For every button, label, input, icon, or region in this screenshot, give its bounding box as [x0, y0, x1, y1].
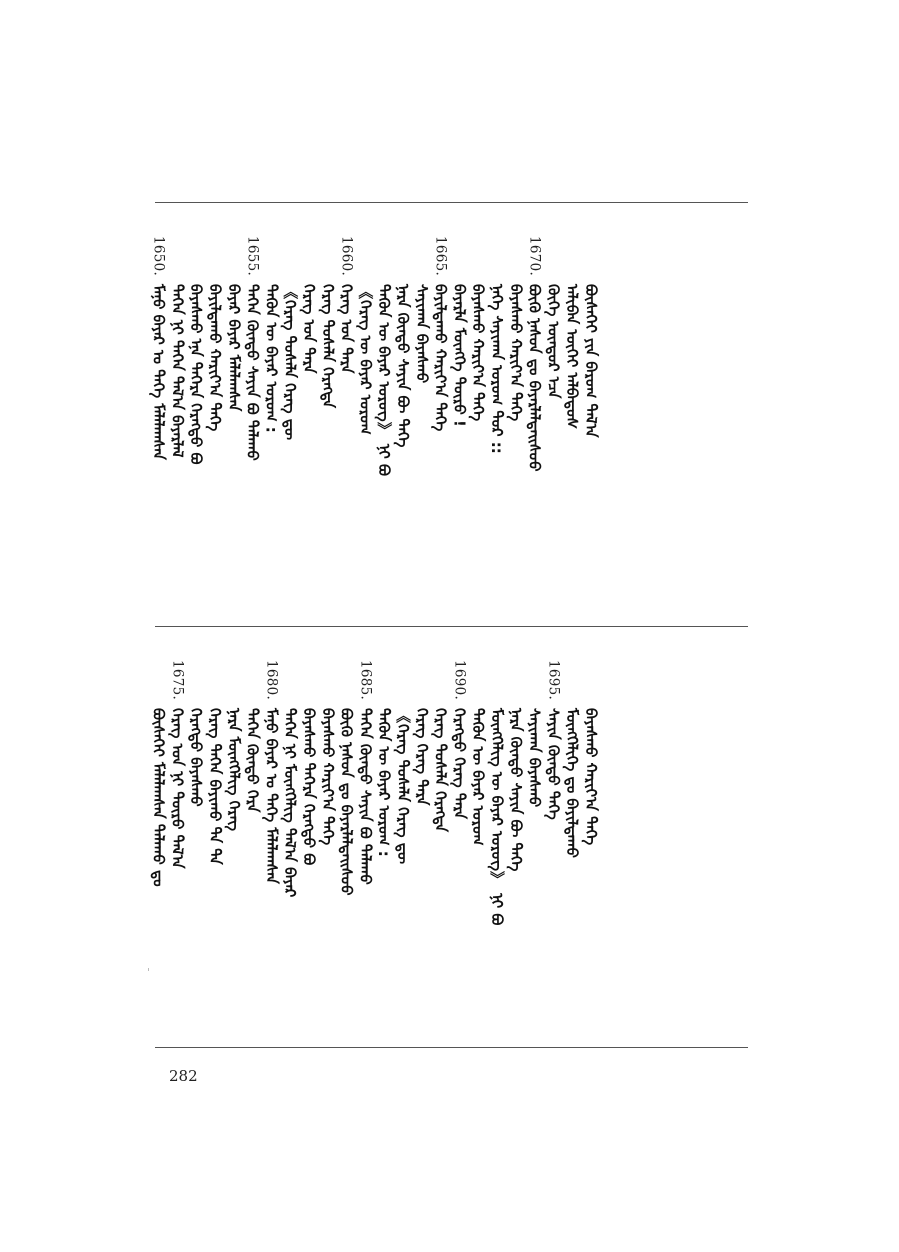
line-number: 1665.	[432, 236, 449, 277]
verse-line	[544, 660, 562, 1032]
top-rule	[155, 202, 748, 203]
verse-text: ᠠᠯᠢᠪᠠᠨ ᠦᠬᠡᠶ ᠠᠯᠪᠠᠲᠤᠰ	[563, 284, 582, 430]
verse-text: ᠮᠠᠨᠤ ᠪᠠᠶᠠᠷ ᠤ ᠲᠡᠬᠡ ᠮᠠᠯᠠᠯᠠᠭᠰᠠᠨ	[262, 708, 281, 885]
verse-line	[582, 660, 600, 1032]
verse-text: ᠪᠠᠶᠢᠯᠳᠠᠬᠤ ᠬᠠᠷᠢᠶ᠎ᠠ ᠲᠡᠬᠡ	[206, 284, 224, 432]
verse-text: ᠮᠠᠨᠤ ᠪᠠᠶᠠᠷ ᠤ ᠲᠡᠬᠡ ᠮᠠᠯᠠᠯᠠᠭᠰᠠᠨ	[149, 284, 168, 461]
line-number: 1680.	[263, 660, 280, 701]
verse-line	[507, 236, 525, 608]
verse-line	[413, 236, 431, 608]
verse-text: ᠪᠠᠶᠠᠷ ᠪᠠᠶᠠᠷ ᠮᠠᠯᠠᠯᠠᠭᠰᠠᠨ	[224, 284, 243, 412]
verse-line	[469, 236, 487, 608]
verse-text: ᠪᠠᠶᠠᠰᠬᠤ ᠬᠠᠷᠢᠶ᠎ᠠ ᠲᠡᠬᠡ	[469, 284, 488, 422]
verse-line	[262, 660, 280, 1032]
verse-text: ᠬᠡᠷᠡᠭ ᠤᠨ ᠨᠢ ᠲᠦᠷᠦ ᠲᠠᠯ᠎ᠠ	[168, 708, 187, 869]
verse-text: ᠲᠡᠭᠡᠨ ᠬᠦᠨᠳᠦ ᠬᠡᠷᠡ	[243, 708, 262, 813]
verse-text: ᠪᠠᠶᠠᠰᠬᠤ ᠬᠠᠷᠢᠶ᠎ᠠ ᠲᠡᠬᠡ	[582, 708, 600, 846]
verse-text: ᠬᠡᠷᠡᠭ ᠲᠤᠰᠠᠯᠠ ᠬᠡᠷᠡᠭᠳᠡ	[431, 708, 450, 833]
verse-line	[168, 236, 186, 608]
line-number: 1695.	[545, 660, 562, 701]
verse-text: ᠪᠦᠰᠡᠭᠡᠢ ᠶᠢᠨ ᠪᠠᠷᠤᠭ ᠲᠠᠯ᠎ᠠ	[582, 284, 600, 438]
verse-text: ᠲᠡᠭᠡᠨ ᠨᠢ ᠲᠡᠭᠡᠨ ᠲᠠᠯ᠎ᠠ ᠪᠠᠶᠠᠷᠯᠠᠯ	[168, 284, 187, 458]
verse-line	[469, 660, 487, 1032]
verse-text: ᠬᠡᠷᠡᠭ ᠲᠡᠭᠡᠨ ᠪᠠᠶᠢᠬᠤ ᠲᠡ ᠲᠡ	[206, 708, 224, 865]
bottom-rule	[155, 1047, 748, 1048]
verse-line	[394, 660, 412, 1032]
verse-text: ᠪᠠᠶᠠᠰᠬᠤ ᠡᠨᠡ ᠳᠡᠭᠡᠷᠡ ᠬᠡᠷᠡᠭᠲᠦ ᠪᠣ	[187, 284, 206, 465]
verse-line	[150, 660, 168, 1032]
verse-line	[450, 660, 468, 1032]
verse-line	[507, 660, 525, 1032]
verse-text: ᠲᠡᠭᠦᠨ ᠦ ᠪᠠᠶᠠᠷ ᠤᠷᠤᠭ᠌》 ᠨᠢ ᠪᠣ	[375, 284, 394, 477]
verse-text: ᠬᠡᠷᠡᠭᠲᠦ ᠪᠠᠶᠠᠰᠬᠤ	[187, 708, 206, 807]
verse-line	[319, 236, 337, 608]
line-number: 1655.	[244, 236, 261, 277]
verse-text: ᠨᠡᠷᠡ ᠬᠦᠨᠳᠦ ᠰᠠᠶᠢᠨ ᠪᠦ ᠲᠡᠬᠡ	[506, 708, 525, 872]
line-number: 1670.	[526, 236, 543, 277]
verse-text: ᠮᠥᠩᠬᠡᠯᠢᠭᠡ ᠳᠤ ᠪᠠᠶᠢᠯᠳᠠᠬᠤ	[563, 708, 582, 859]
verse-line	[338, 660, 356, 1032]
verse-text: ᠲᠡᠭᠦᠨ ᠦ ᠪᠠᠶᠠᠷ ᠤᠷᠤᠭ	[469, 708, 488, 846]
verse-text: ᠪᠠᠶᠠᠰᠬᠤ ᠳᠡᠭᠡᠷᠡ ᠬᠡᠷᠡᠭᠲᠦ ᠪᠣ	[300, 708, 318, 866]
verse-text: ᠬᠡᠷᠡᠭ ᠤᠨ ᠲᠡᠷᠡ	[337, 284, 356, 374]
verse-line	[563, 660, 581, 1032]
verse-text: ᠲᠡᠭᠡᠨ ᠨᠢ ᠮᠥᠩᠬᠡᠯᠢᠭ ᠲᠠᠯ᠎ᠠ ᠪᠠᠶᠠᠷ	[281, 708, 300, 898]
page-number: 282	[169, 1067, 198, 1085]
middle-rule	[155, 626, 748, 627]
verse-line	[168, 660, 186, 1032]
verse-line	[375, 660, 393, 1032]
verse-line	[206, 236, 224, 608]
verse-text: 《ᠬᠡᠷᠡᠭ ᠲᠤᠰᠠᠯᠠ ᠬᠡᠷᠡᠭ ᠳᠦ	[394, 708, 412, 865]
verse-line	[150, 236, 168, 608]
verse-line	[582, 236, 600, 608]
verse-panel-lower	[149, 660, 748, 1032]
verse-text: ᠪᠦᠬᠦ ᠨᠠᠰᠤᠨ ᠳᠤ ᠪᠠᠶᠠᠷᠯᠠᠯᠲᠠᠢᠰᠤᠤ	[337, 708, 356, 896]
verse-text: ᠲᠡᠭᠡᠨ ᠬᠦᠨᠳᠦ ᠰᠠᠶᠢᠨ ᠪᠣ ᠲᠠᠯᠠᠬᠤ	[243, 284, 262, 461]
line-number: 1660.	[338, 236, 355, 277]
verse-line	[206, 660, 224, 1032]
verse-line	[281, 660, 299, 1032]
verse-line	[356, 660, 374, 1032]
verse-panel-upper	[149, 236, 748, 608]
verse-line	[394, 236, 412, 608]
verse-line	[244, 236, 262, 608]
verse-text: ᠬᠦᠬᠡ ᠦᠨᠳᠦᠷ ᠡᠴᠡ	[544, 284, 563, 399]
verse-line	[488, 660, 506, 1032]
line-number: 1690.	[451, 660, 468, 701]
verse-line	[450, 236, 468, 608]
scan-speck	[148, 968, 149, 971]
verse-line	[432, 236, 450, 608]
verse-text: ᠨᠡᠬᠡ ᠰᠠᠶᠢᠬᠠᠨ ᠤᠷᠤᠭ ᠳᠤᠷ ::	[488, 284, 506, 454]
line-number: 1675.	[169, 660, 186, 701]
verse-text: ᠲᠡᠭᠦᠨ ᠦ ᠪᠠᠶᠠᠷ ᠤᠷᠤᠭ :	[375, 708, 394, 857]
verse-text: ᠰᠠᠶᠢᠬᠠᠨ ᠪᠠᠶᠠᠰᠬᠤ	[525, 708, 544, 808]
verse-line	[300, 660, 318, 1032]
verse-text: ᠨᠡᠷᠡ ᠮᠥᠩᠬᠡᠯᠢᠭ ᠬᠡᠷᠡᠭ	[224, 708, 243, 832]
verse-text: ᠬᠡᠷᠡᠭ ᠬᠡᠷᠡᠭ ᠲᠡᠷᠡ	[412, 708, 431, 806]
verse-text: ᠪᠠᠶᠠᠷᠯᠠ ᠮᠥᠩᠬᠡ ᠲᠥᠷᠦ !	[450, 284, 469, 427]
verse-line	[526, 660, 544, 1032]
verse-line	[262, 236, 280, 608]
verse-line	[225, 236, 243, 608]
verse-line	[488, 236, 506, 608]
verse-line	[544, 236, 562, 608]
verse-text: ᠮᠥᠩᠬᠡᠯᠢᠭ ᠦ ᠪᠠᠶᠠᠷ ᠤᠷᠤᠭ᠌》 ᠨᠢ ᠪᠣ	[488, 708, 506, 926]
verse-line	[225, 660, 243, 1032]
line-number: 1685.	[357, 660, 374, 701]
verse-text: ᠬᠡᠷᠡᠭ ᠲᠤᠰᠠᠯᠠ ᠬᠡᠷᠡᠭᠳᠡ	[318, 284, 337, 409]
verse-text: ᠪᠠᠶᠠᠰᠬᠤ ᠬᠠᠷᠢᠶ᠎ᠠ ᠲᠡᠬᠡ	[506, 284, 525, 422]
verse-line	[187, 660, 205, 1032]
verse-line	[526, 236, 544, 608]
verse-line	[187, 236, 205, 608]
verse-text: ᠬᠡᠷᠡᠭᠲᠦ ᠬᠡᠷᠡᠭ ᠲᠡᠷᠡ	[450, 708, 469, 820]
verse-line	[300, 236, 318, 608]
verse-line	[244, 660, 262, 1032]
verse-text: ᠬᠡᠷᠡᠭ ᠤᠨ ᠲᠡᠷᠡ	[300, 284, 318, 374]
verse-line	[319, 660, 337, 1032]
verse-text: ᠪᠦᠰᠡᠭᠡᠢ ᠮᠠᠯᠠᠯᠠᠭᠰᠠᠨ ᠲᠠᠯᠠᠬᠤ ᠳᠤ	[149, 708, 168, 887]
verse-text: 《ᠬᠡᠷᠡᠭ ᠦ ᠪᠠᠶᠠᠷ ᠤᠷᠤᠭ	[356, 284, 375, 435]
verse-text: ᠰᠠᠶᠢᠨ ᠬᠦᠨᠳᠦ ᠲᠡᠬᠡ	[544, 708, 563, 820]
verse-text: ᠰᠠᠶᠢᠬᠠᠨ ᠪᠠᠶᠠᠰᠬᠤ	[412, 284, 431, 384]
verse-text: ᠪᠠᠶᠢᠯᠳᠠᠬᠤ ᠬᠠᠷᠢᠶ᠎ᠠ ᠲᠡᠬᠡ	[431, 284, 450, 432]
verse-line	[432, 660, 450, 1032]
verse-text: ᠪᠠᠶᠠᠰᠬᠤ ᠬᠠᠷᠢᠶ᠎ᠠ ᠲᠡᠬᠡ	[318, 708, 337, 846]
verse-line	[338, 236, 356, 608]
verse-text: ᠨᠡᠷᠡ ᠬᠦᠨᠳᠦ ᠰᠠᠶᠢᠨ ᠪᠦ ᠲᠡᠬᠡ	[394, 284, 412, 448]
verse-text: ᠪᠦᠬᠦ ᠨᠠᠰᠤᠨ ᠳᠤ ᠪᠠᠶᠠᠷᠯᠠᠯᠲᠠᠢᠰᠤᠤ	[525, 284, 544, 472]
verse-line	[281, 236, 299, 608]
verse-text: ᠲᠡᠭᠡᠨ ᠬᠦᠨᠳᠦ ᠰᠠᠶᠢᠨ ᠪᠣ ᠲᠠᠯᠠᠬᠤ	[356, 708, 375, 885]
verse-text: ᠲᠡᠭᠦᠨ ᠦ ᠪᠠᠶᠠᠷ ᠤᠷᠤᠭ :	[262, 284, 281, 433]
verse-line	[563, 236, 581, 608]
verse-line	[375, 236, 393, 608]
verse-text: 《ᠬᠡᠷᠡᠭ ᠲᠤᠰᠠᠯᠠ ᠬᠡᠷᠡᠭ ᠳᠦ	[281, 284, 300, 441]
verse-line	[413, 660, 431, 1032]
line-number: 1650.	[150, 236, 167, 277]
verse-line	[356, 236, 374, 608]
